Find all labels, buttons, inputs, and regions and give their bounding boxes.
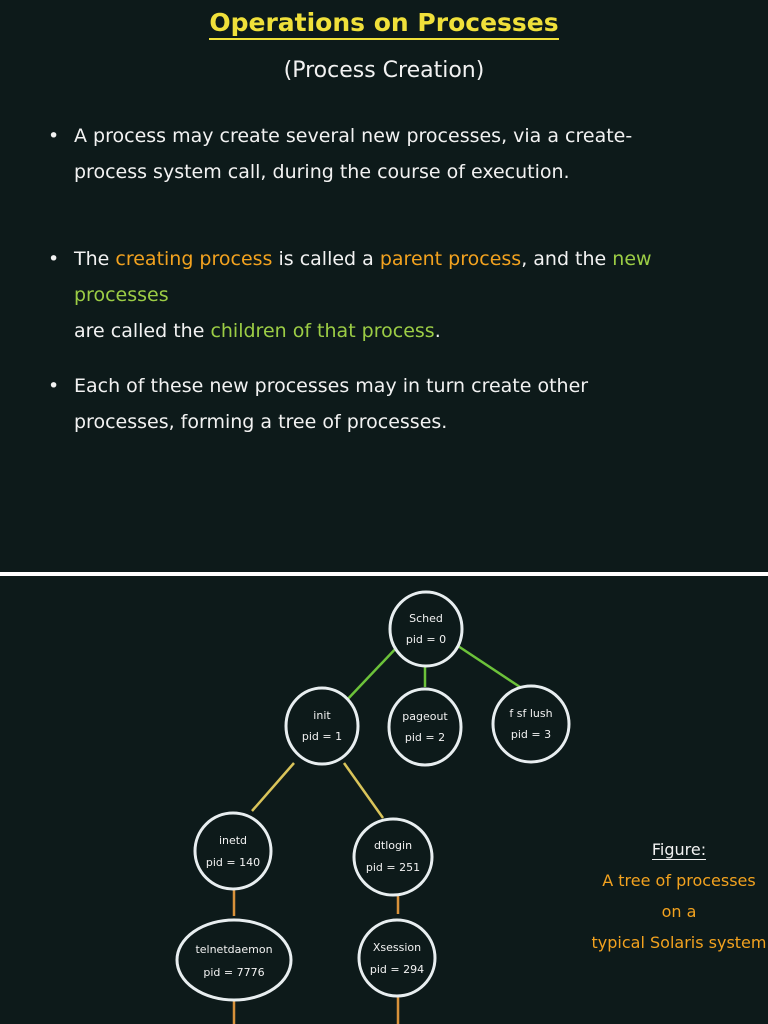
slide-process-tree xyxy=(0,576,768,1024)
node-xsession-pid: pid = 294 xyxy=(369,963,425,976)
bullet-text: Each of these new processes may in turn create other processes, forming a tree of processes. xyxy=(74,375,589,433)
bullet-text: A process may create several new processes, via a create-process system call, during the course of execution. xyxy=(74,125,633,183)
node-sched-pid: pid = 0 xyxy=(405,633,447,646)
bullet-icon: • xyxy=(48,375,60,397)
node-telnetdaemon xyxy=(177,920,291,1000)
bullet-icon: • xyxy=(48,125,60,147)
node-sched xyxy=(390,592,462,666)
highlight-creating-process: creating process xyxy=(115,248,273,270)
slide-title: Operations on Processes xyxy=(0,8,768,37)
edge-init-dtlogin xyxy=(344,763,383,818)
figure-caption xyxy=(590,834,768,958)
node-xsession xyxy=(359,920,435,996)
bullet-item xyxy=(48,368,688,440)
highlight-children: children of that process xyxy=(210,320,435,342)
node-telnetdaemon-pid: pid = 7776 xyxy=(203,966,265,979)
node-inetd-pid: pid = 140 xyxy=(205,856,261,869)
node-telnetdaemon-name: telnetdaemon xyxy=(195,943,273,956)
node-fsflush-name: f sf lush xyxy=(509,707,553,720)
caption-line: on a xyxy=(661,902,697,921)
edge-sched-init xyxy=(345,644,400,702)
node-dtlogin xyxy=(354,819,432,895)
figure-label: Figure: xyxy=(651,840,707,859)
node-sched-name: Sched xyxy=(409,612,443,625)
node-inetd xyxy=(195,813,271,889)
node-init-name: init xyxy=(313,709,331,722)
highlight-parent-process: parent process xyxy=(379,248,522,270)
node-init-pid: pid = 1 xyxy=(301,730,343,743)
edge-sched-fsflush xyxy=(458,646,520,687)
node-dtlogin-name: dtlogin xyxy=(373,839,413,852)
node-inetd-name: inetd xyxy=(218,834,248,847)
bullet-item xyxy=(48,118,688,190)
node-pageout-name: pageout xyxy=(402,710,448,723)
bullet-text: The creating process is called a parent process, and the new processes are called the children of that process. xyxy=(74,248,652,342)
caption-line: A tree of processes xyxy=(602,871,756,890)
node-xsession-name: Xsession xyxy=(372,941,422,954)
highlight-new-processes: new processes xyxy=(74,248,652,306)
node-pageout-pid: pid = 2 xyxy=(404,731,446,744)
node-fsflush-pid: pid = 3 xyxy=(510,728,552,741)
node-pageout xyxy=(389,689,461,765)
slide-subtitle: (Process Creation) xyxy=(283,58,485,83)
node-init xyxy=(286,688,358,764)
node-fsflush xyxy=(493,686,569,762)
edge-init-inetd xyxy=(252,763,294,811)
caption-line: typical Solaris system xyxy=(591,933,767,952)
bullet-icon: • xyxy=(48,248,60,270)
node-dtlogin-pid: pid = 251 xyxy=(365,861,421,874)
bullet-item xyxy=(48,241,688,349)
